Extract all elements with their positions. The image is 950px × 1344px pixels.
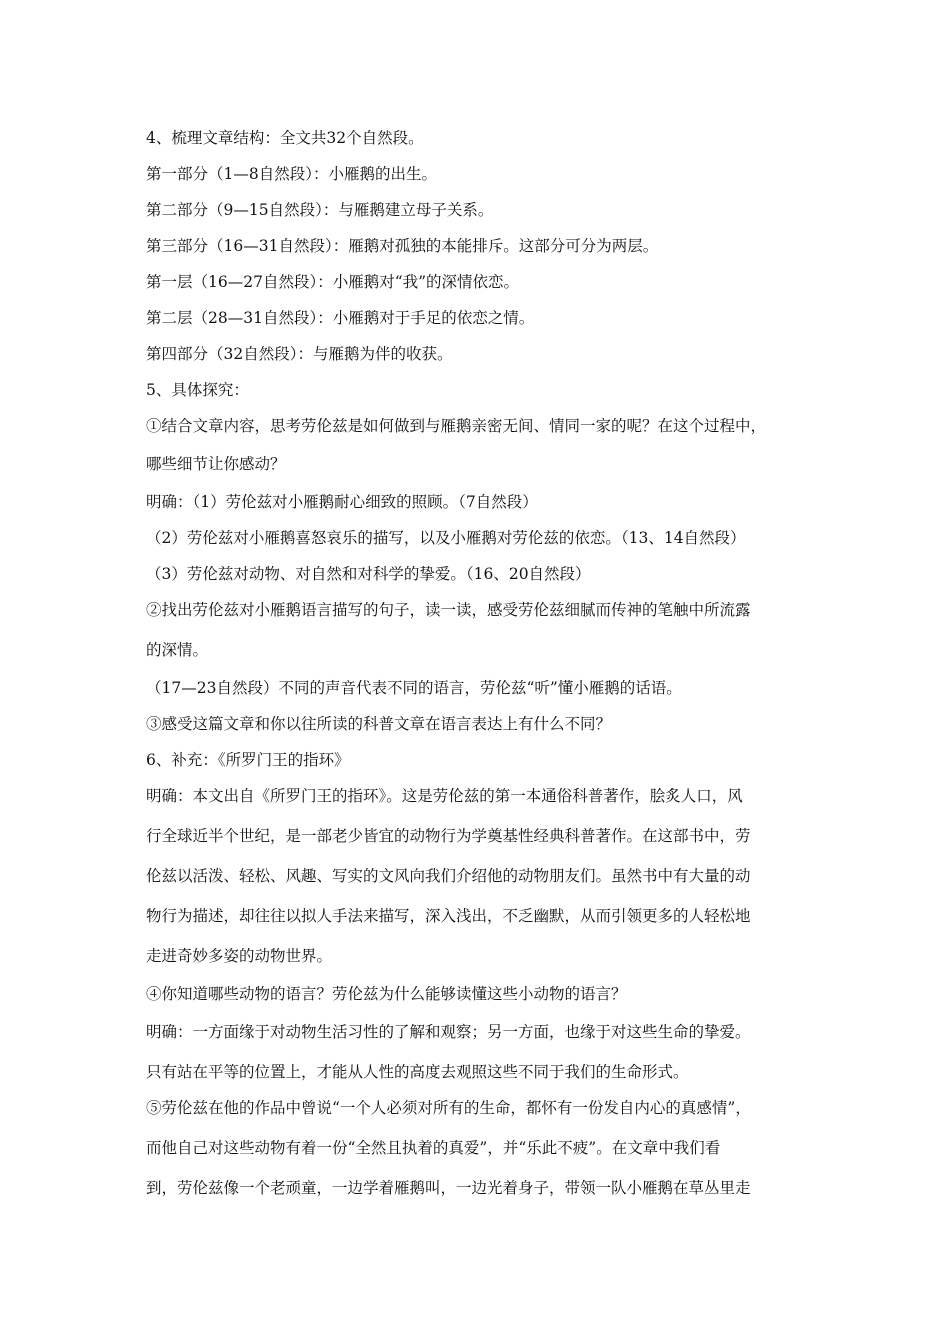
text-line: 第二部分（9—15自然段）：与雁鹅建立母子关系。 [146,201,494,219]
text-line: （17—23自然段）不同的声音代表不同的语言，劳伦兹“听”懂小雁鹅的话语。 [146,679,682,697]
text-line: 而他自己对这些动物有着一份“全然且执着的真爱”，并“乐此不疲”。在文章中我们看 [146,1139,721,1157]
text-line: ⑤劳伦兹在他的作品中曾说“一个人必须对所有的生命，都怀有一份发自内心的真感情”， [146,1099,751,1117]
text-line: 物行为描述，却往往以拟人手法来描写，深入浅出，不乏幽默，从而引领更多的人轻松地 [146,907,751,925]
text-line: 第三部分（16—31自然段）：雁鹅对孤独的本能排斥。这部分可分为两层。 [146,237,659,255]
text-line: 明确：本文出自《所罗门王的指环》。这是劳伦兹的第一本通俗科普著作，脍炙人口，风 [146,787,743,805]
text-line: （2）劳伦兹对小雁鹅喜怒哀乐的描写，以及小雁鹅对劳伦兹的依恋。（13、14自然段） [146,529,746,547]
text-line: 到，劳伦兹像一个老顽童，一边学着雁鹅叫，一边光着身子，带领一队小雁鹅在草丛里走 [146,1179,751,1197]
text-line: 的深情。 [146,641,209,659]
text-line: ④你知道哪些动物的语言？劳伦兹为什么能够读懂这些小动物的语言？ [146,985,627,1003]
text-line: 4、梳理文章结构：全文共32个自然段。 [146,129,424,147]
text-line: ①结合文章内容，思考劳伦兹是如何做到与雁鹅亲密无间、情同一家的呢？在这个过程中， [146,417,767,435]
text-line: 6、补充：《所罗门王的指环》 [146,751,350,769]
text-line: ②找出劳伦兹对小雁鹅语言描写的句子，读一读，感受劳伦兹细腻而传神的笔触中所流露 [146,601,751,619]
text-line: 哪些细节让你感动？ [146,455,286,473]
text-line: 第一层（16—27自然段）：小雁鹅对“我”的深情依恋。 [146,273,520,291]
text-line: 只有站在平等的位置上，才能从人性的高度去观照这些不同于我们的生命形式。 [146,1063,689,1081]
text-line: 行全球近半个世纪，是一部老少皆宜的动物行为学奠基性经典科普著作。在这部书中，劳 [146,827,751,845]
text-line: 第四部分（32自然段）：与雁鹅为伴的收获。 [146,345,453,363]
text-line: 第二层（28—31自然段）：小雁鹅对于手足的依恋之情。 [146,309,535,327]
text-line: 走进奇妙多姿的动物世界。 [146,947,333,965]
text-line: 5、具体探究： [146,381,249,399]
text-line: （3）劳伦兹对动物、对自然和对科学的挚爱。（16、20自然段） [146,565,591,583]
text-line: 明确：（1）劳伦兹对小雁鹅耐心细致的照顾。（7自然段） [146,493,538,511]
text-line: 伦兹以活泼、轻松、风趣、写实的文风向我们介绍他的动物朋友们。虽然书中有大量的动 [146,867,751,885]
text-line: 第一部分（1—8自然段）：小雁鹅的出生。 [146,165,437,183]
text-line: 明确：一方面缘于对动物生活习性的了解和观察；另一方面，也缘于对这些生命的挚爱。 [146,1023,751,1041]
text-line: ③感受这篇文章和你以往所读的科普文章在语言表达上有什么不同？ [146,715,612,733]
